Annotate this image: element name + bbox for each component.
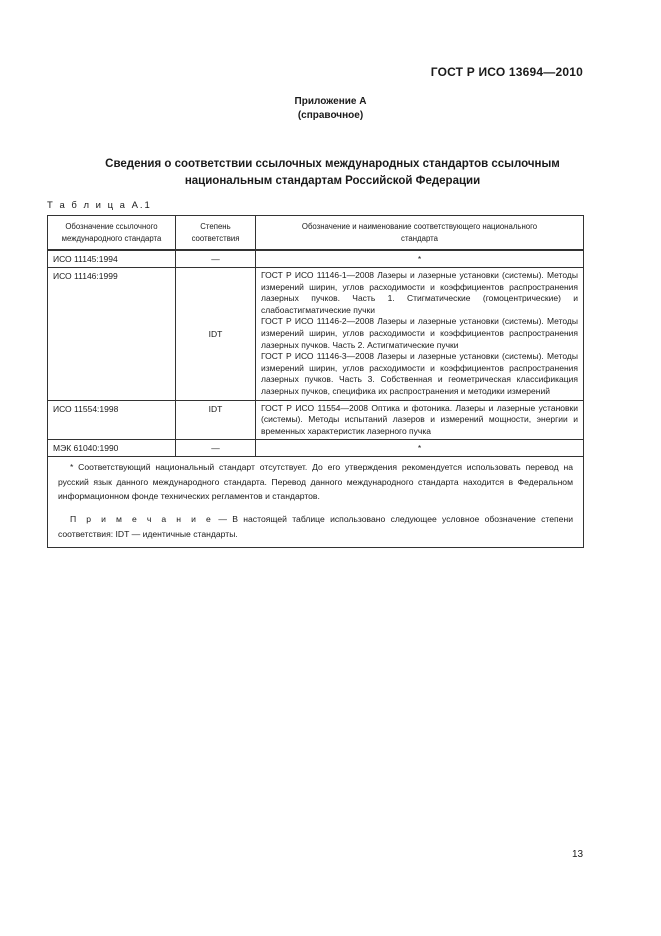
annex-heading	[0, 95, 661, 123]
header-national-standard	[256, 216, 584, 251]
table-row	[48, 250, 584, 268]
header-line: стандарта	[401, 233, 438, 243]
table-footnote-cell	[48, 457, 584, 547]
annex-type: (справочное)	[297, 110, 364, 121]
table-note	[58, 512, 573, 541]
table-row	[48, 440, 584, 457]
degree-cell: —	[176, 250, 256, 268]
header-line: Обозначение ссылочного	[65, 221, 158, 231]
degree-cell: —	[176, 440, 256, 457]
national-standard-entry: ГОСТ Р ИСО 11146-2—2008 Лазеры и лазерные установки (системы). Методы измерений ширин, углов расходимости и коэффициентов распространения лазерных пучков. Часть 2. Астигматические пучки	[261, 316, 578, 350]
international-code: МЭК 61040:1990	[48, 440, 176, 457]
international-code: ИСО 11554:1998	[48, 400, 176, 440]
national-standard-entry: ГОСТ Р ИСО 11146-3—2008 Лазеры и лазерные установки (системы). Методы измерений ширин, углов расходимости и коэффициентов распространения лазерных пучков. Часть 3. Собственная и геометрическая классификация лазерных пучков, специфика их распространения и методики измерений	[261, 351, 578, 396]
header-international-standard	[48, 216, 176, 251]
table-row	[48, 400, 584, 440]
table-caption: Т а б л и ц а А.1	[47, 200, 152, 211]
header-degree	[176, 216, 256, 251]
national-standard	[256, 268, 584, 401]
national-standard: *	[256, 250, 584, 268]
correspondence-table	[47, 215, 584, 548]
note-label: П р и м е ч а н и е	[70, 514, 214, 525]
page-number: 13	[572, 849, 584, 860]
page-title	[60, 156, 605, 190]
national-standard: *	[256, 440, 584, 457]
page-title-line2: национальным стандартам Российской Федерации	[184, 175, 481, 187]
page-title-line1: Сведения о соответствии ссылочных международных стандартов ссылочным	[105, 158, 560, 170]
header-line: Степень	[200, 221, 231, 231]
header-line: соответствия	[191, 233, 240, 243]
table-footnote-row	[48, 457, 584, 547]
header-line: международного стандарта	[61, 233, 162, 243]
degree-cell: IDT	[176, 268, 256, 401]
degree-cell: IDT	[176, 400, 256, 440]
table-header-row	[48, 216, 584, 251]
note-text: — В настоящей таблице использовано следующее условное обозначение степени соответствия: IDT — идентичные стандарты.	[58, 514, 573, 539]
table-row	[48, 268, 584, 401]
international-code: ИСО 11146:1999	[48, 268, 176, 401]
national-standard-entry: ГОСТ Р ИСО 11146-1—2008 Лазеры и лазерные установки (системы). Методы измерений ширин, углов расходимости и коэффициентов распространения лазерных пучков. Часть 1. Стигматические (гомоцентрические) и слабоастигматические пучки	[261, 270, 578, 315]
footnote: * Соответствующий национальный стандарт отсутствует. До его утверждения рекомендуется использовать перевод на русский язык данного международного стандарта. Перевод данного международного стандарта находится в Федеральном информационном фонде технических регламентов и стандартов.	[58, 462, 573, 501]
document-code: ГОСТ Р ИСО 13694—2010	[430, 65, 583, 79]
national-standard: ГОСТ Р ИСО 11554—2008 Оптика и фотоника. Лазеры и лазерные установки (системы). Методы испытаний лазеров и измерений мощности, энергии и временных характеристик лазерного пучка	[256, 400, 584, 440]
international-code: ИСО 11145:1994	[48, 250, 176, 268]
header-line: Обозначение и наименование соответствующего национального	[301, 221, 538, 231]
annex-title: Приложение А	[294, 96, 367, 107]
